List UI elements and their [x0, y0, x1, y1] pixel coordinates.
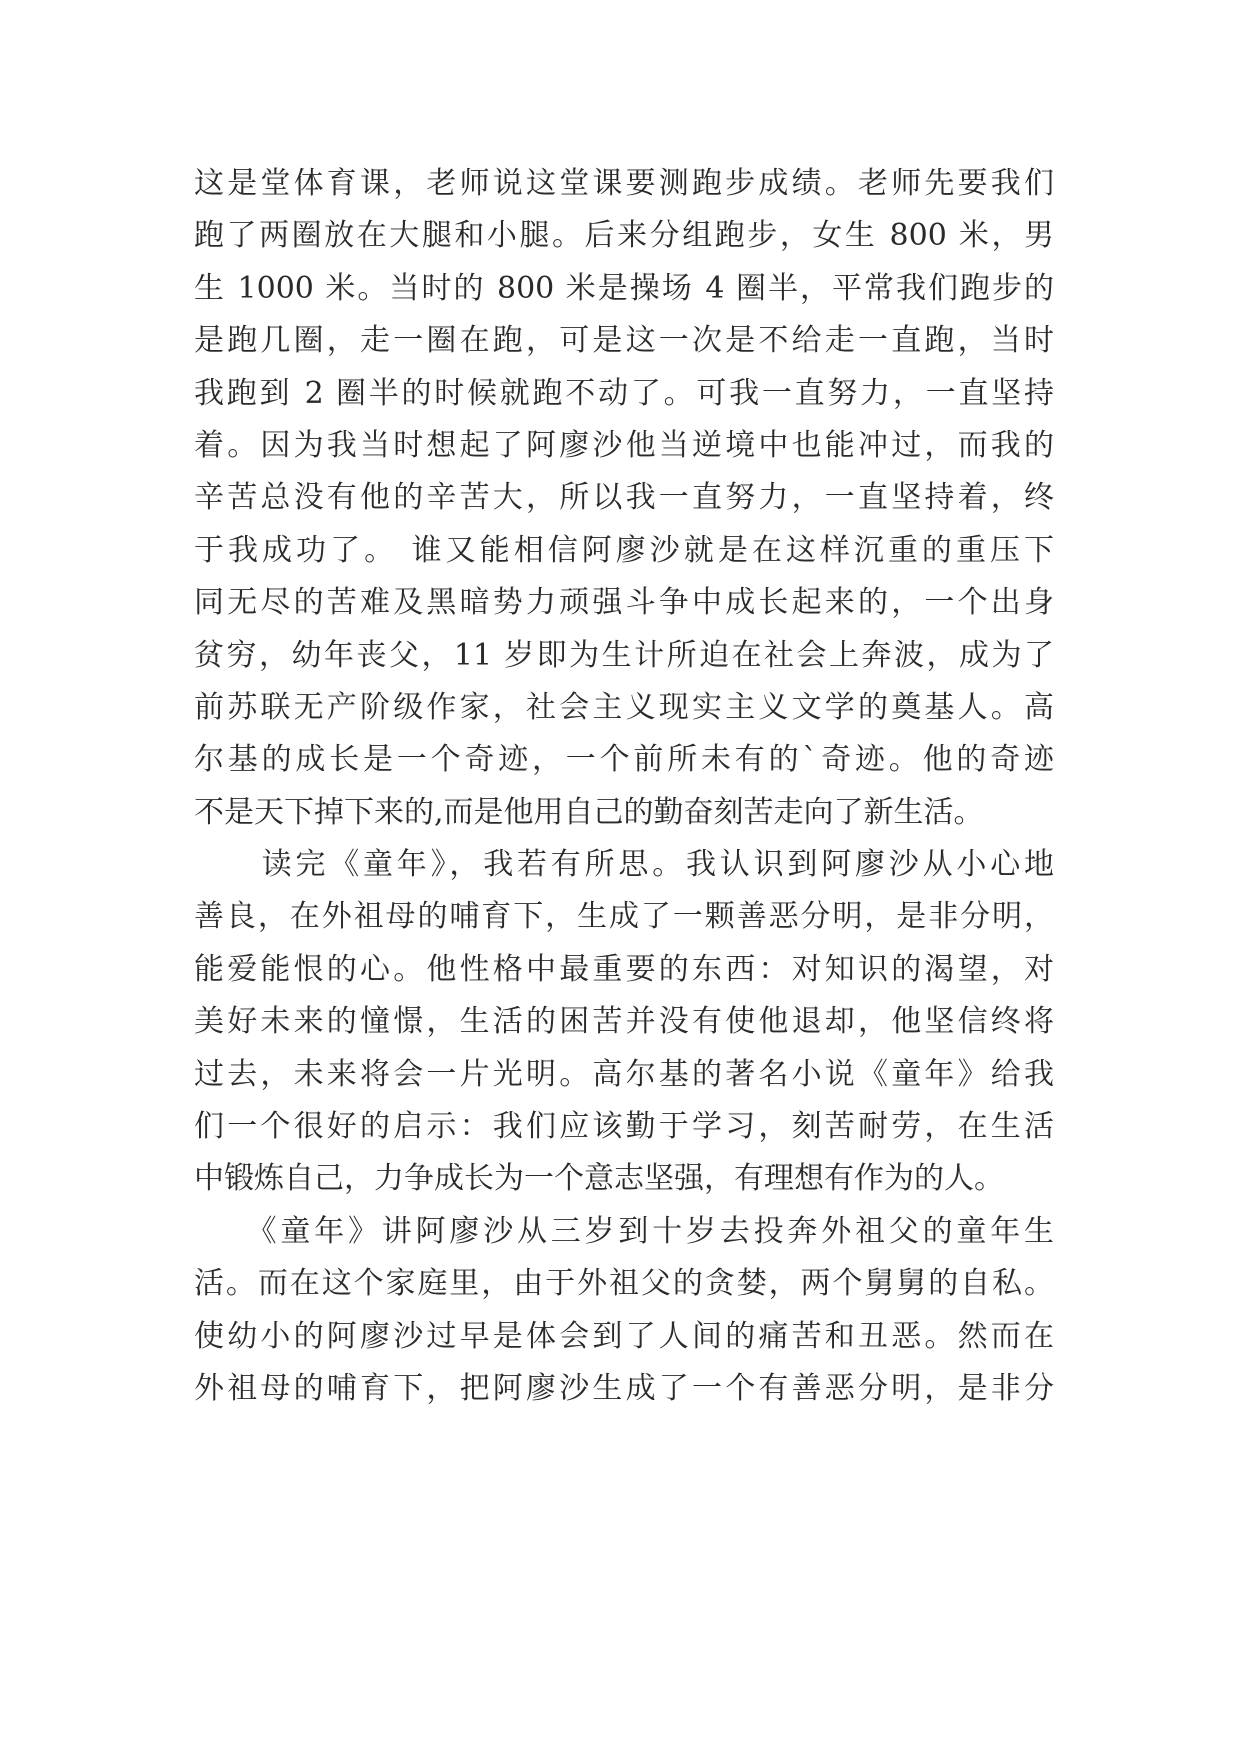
- text-line: 读完《童年》，我若有所思。我认识到阿廖沙从小心地: [194, 847, 1054, 883]
- text-line: 着。因为我当时想起了阿廖沙他当逆境中也能冲过，而我的: [194, 427, 1054, 463]
- text-line: 活。而在这个家庭里，由于外祖父的贪婪，两个舅舅的自私。: [194, 1266, 1054, 1302]
- text-line: 过去，未来将会一片光明。高尔基的著名小说《童年》给我: [194, 1056, 1054, 1092]
- text-line: 生 1000 米。当时的 800 米是操场 4 圈半，平常我们跑步的: [194, 270, 1054, 306]
- text-line: 美好未来的憧憬，生活的困苦并没有使他退却，他坚信终将: [194, 1004, 1054, 1040]
- text-line: 《童年》讲阿廖沙从三岁到十岁去投奔外祖父的童年生: [194, 1213, 1054, 1249]
- text-line: 跑了两圈放在大腿和小腿。后来分组跑步，女生 800 米，男: [194, 218, 1054, 254]
- text-line: 是跑几圈，走一圈在跑，可是这一次是不给走一直跑，当时: [194, 323, 1054, 359]
- text-line: 中锻炼自己，力争成长为一个意志坚强，有理想有作为的人。: [194, 1161, 1004, 1197]
- text-line: 们一个很好的启示：我们应该勤于学习，刻苦耐劳，在生活: [194, 1109, 1054, 1145]
- body-text: [194, 158, 1054, 1415]
- text-line: 我跑到 2 圈半的时候就跑不动了。可我一直努力，一直坚持: [194, 375, 1054, 411]
- text-line: 能爱能恨的心。他性格中最重要的东西：对知识的渴望，对: [194, 951, 1054, 987]
- text-line: 这是堂体育课，老师说这堂课要测跑步成绩。老师先要我们: [194, 166, 1054, 201]
- text-line: 使幼小的阿廖沙过早是体会到了人间的痛苦和丑恶。然而在: [194, 1318, 1054, 1354]
- text-line: 前苏联无产阶级作家，社会主义现实主义文学的奠基人。高: [194, 689, 1054, 725]
- text-line: 不是天下掉下来的,而是他用自己的勤奋刻苦走向了新生活。: [194, 794, 984, 830]
- text-line: 辛苦总没有他的辛苦大，所以我一直努力，一直坚持着，终: [194, 480, 1054, 516]
- text-line: 尔基的成长是一个奇迹，一个前所未有的`奇迹。他的奇迹: [194, 742, 1054, 778]
- text-line: 善良，在外祖母的哺育下，生成了一颗善恶分明，是非分明，: [194, 899, 1054, 935]
- text-line: 外祖母的哺育下，把阿廖沙生成了一个有善恶分明，是非分: [194, 1370, 1054, 1406]
- text-line: 于我成功了。 谁又能相信阿廖沙就是在这样沉重的重压下: [194, 532, 1054, 568]
- text-line: 贫穷，幼年丧父，11 岁即为生计所迫在社会上奔波，成为了: [194, 637, 1054, 673]
- text-line: 同无尽的苦难及黑暗势力顽强斗争中成长起来的，一个出身: [194, 585, 1054, 621]
